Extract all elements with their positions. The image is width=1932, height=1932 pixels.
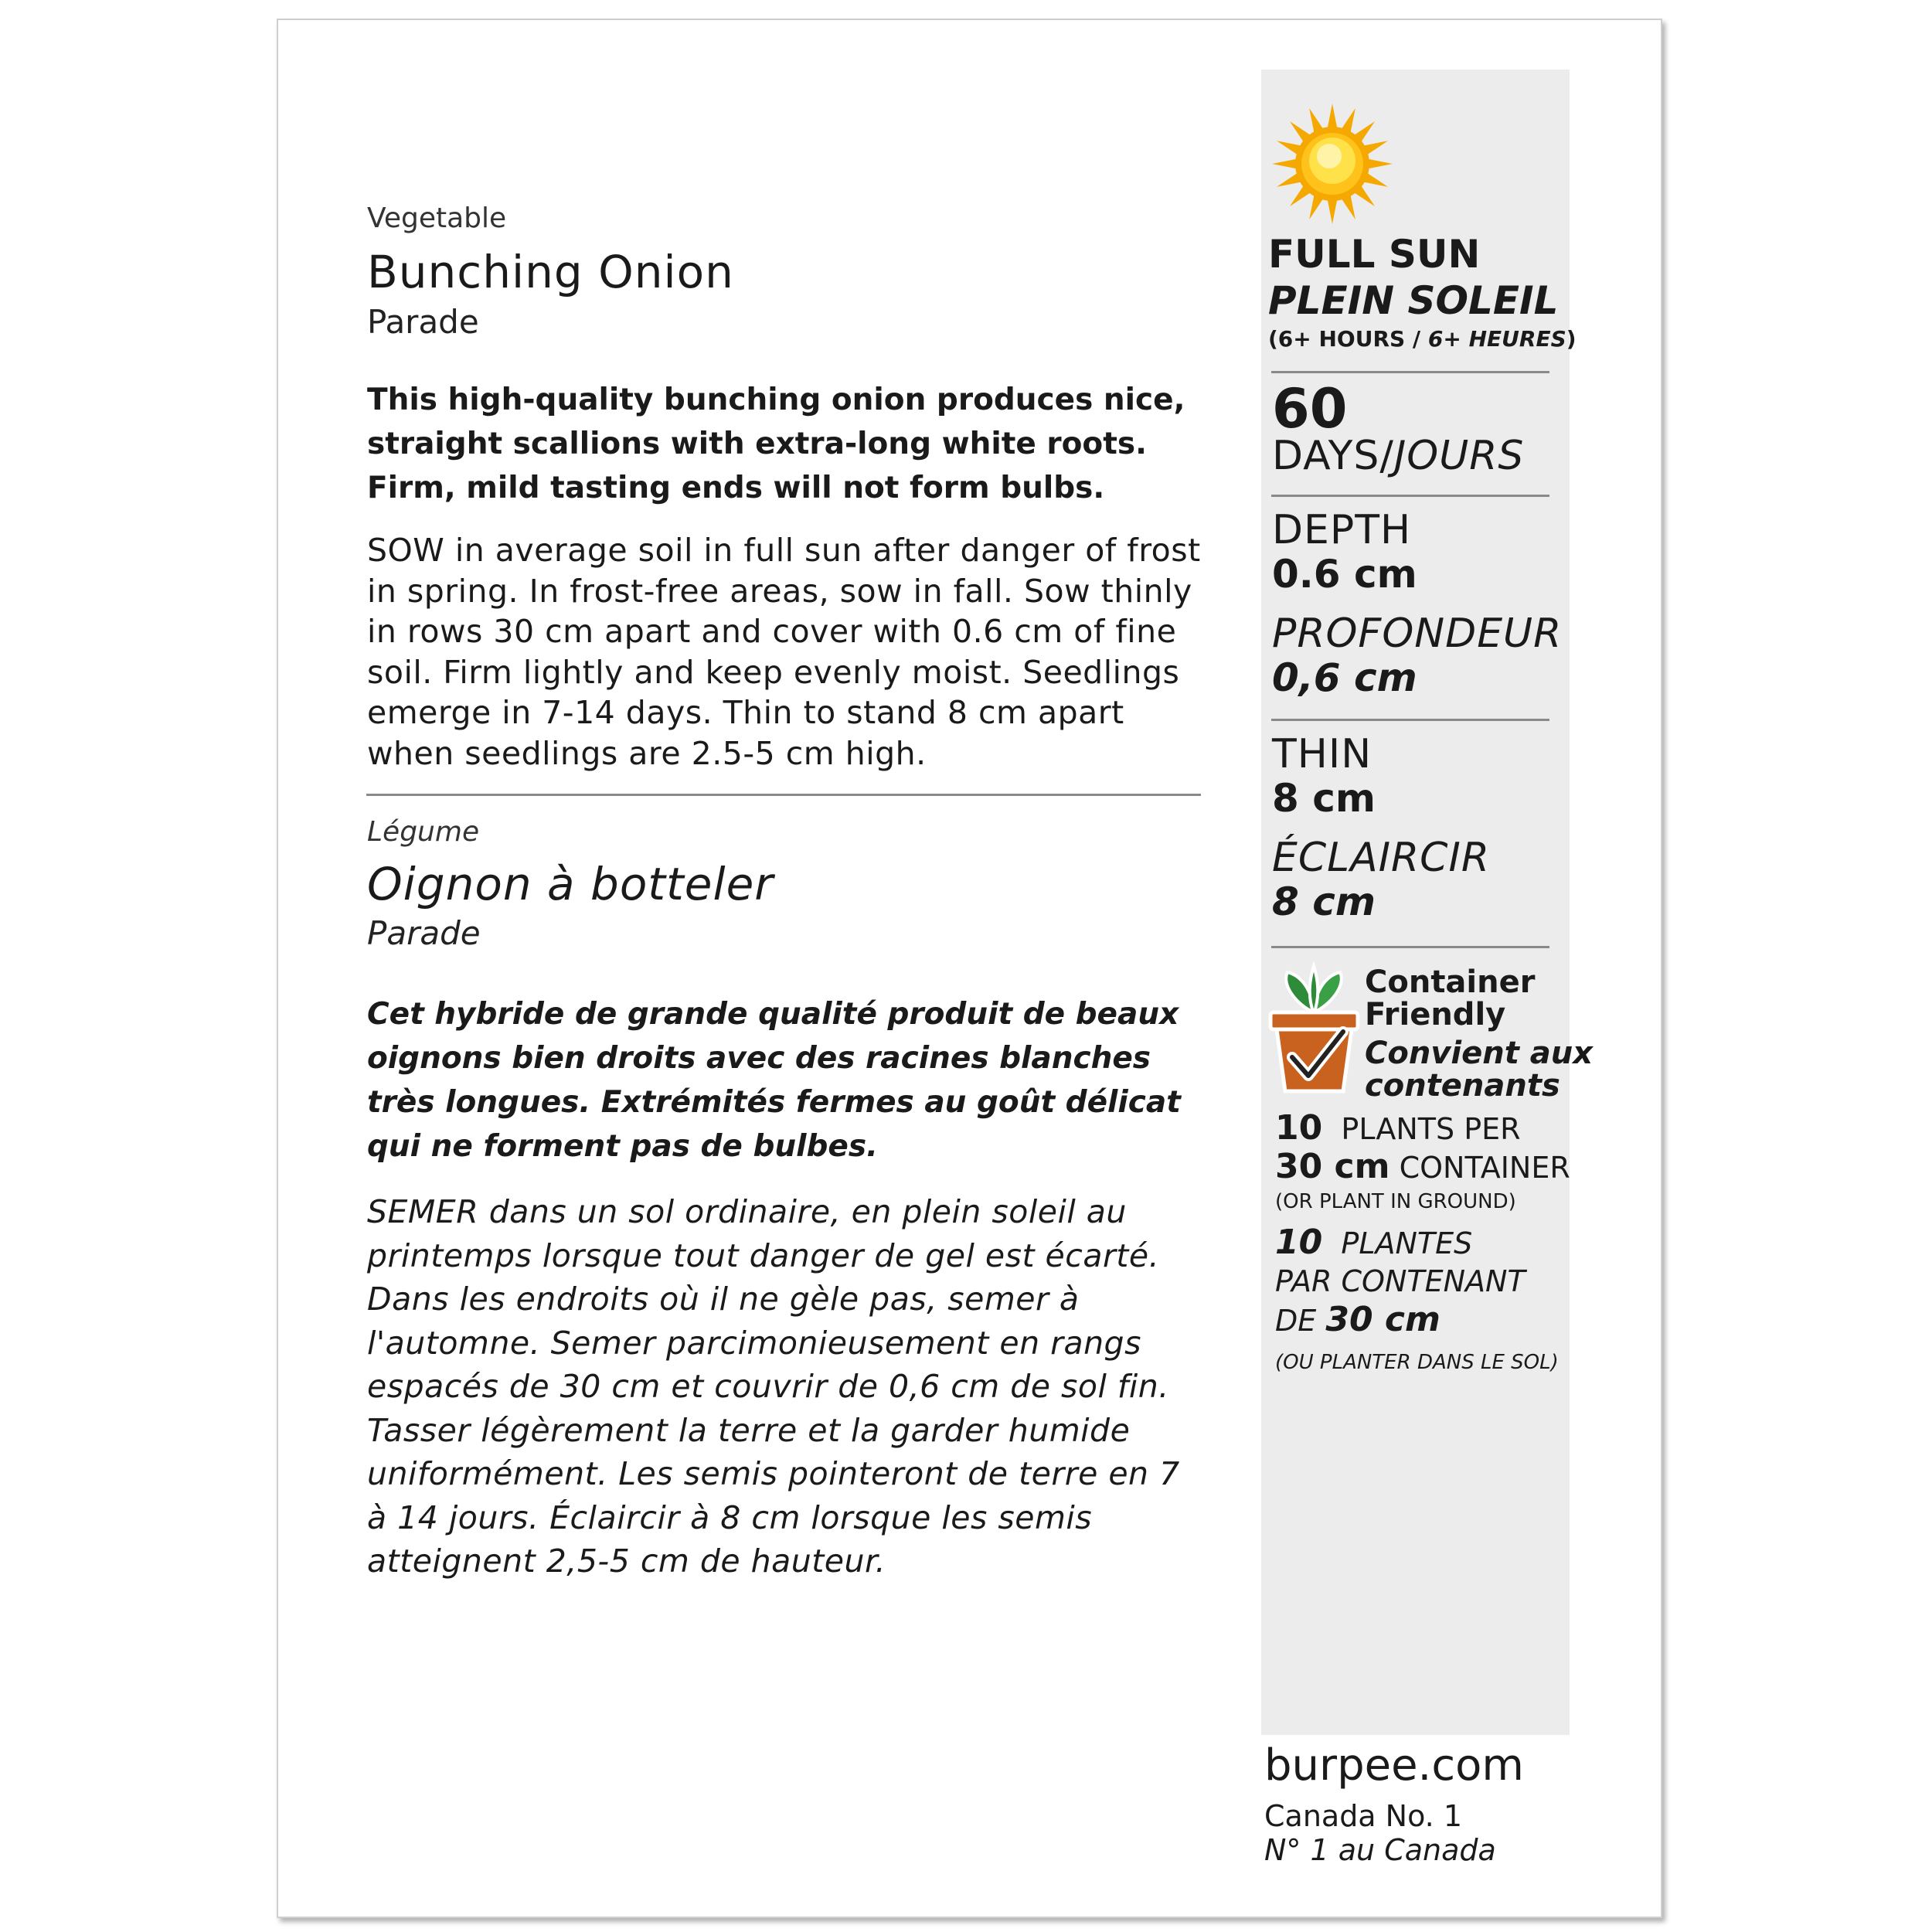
plant-in-ground-note-fr: (OU PLANTER DANS LE SOL)	[1275, 1351, 1559, 1374]
depth-label-en: DEPTH	[1272, 507, 1412, 553]
growing-info-panel	[1261, 70, 1594, 1735]
sidebar-divider	[1271, 946, 1549, 948]
par-contenant-label: PAR CONTENANT	[1275, 1264, 1526, 1298]
container-friendly-en: Container Friendly	[1365, 964, 1536, 1032]
sidebar-divider	[1271, 495, 1549, 497]
plants-per-container-en: 10 PLANTS PER	[1275, 1108, 1521, 1148]
container-size-fr: DE 30 cm	[1275, 1300, 1440, 1339]
container-size-en: 30 cm CONTAINER	[1275, 1147, 1570, 1186]
depth-label-fr: PROFONDEUR	[1272, 611, 1563, 657]
product-name-fr: Oignon à botteler	[367, 858, 774, 910]
category-en: Vegetable	[367, 202, 507, 234]
sowing-instructions-fr: SEMER dans un sol ordinaire, en plein soleil au printemps lorsque tout danger de gel est écarté. Dans les endroits où il ne gèle pas, semer à l'automne. Semer parcimonieusement en rangs espacés de 30 cm et couvrir de 0,6 cm de sol fin. Tasser légèrement la terre et la garder humide uniformément. Les semis pointeront de terre en 7 à 14 jours. Éclaircir à 8 cm lorsque les semis atteignent 2,5-5 cm de hauteur.	[367, 1193, 1180, 1580]
sidebar-divider	[1271, 719, 1549, 721]
description-fr: Cet hybride de grande qualité produit de beaux oignons bien droits avec des racines blanches très longues. Extrémités fermes au goût délicat qui ne forment pas de bulbes.	[367, 997, 1181, 1164]
variety-en: Parade	[367, 303, 479, 341]
container-friendly-fr: Convient aux contenants	[1365, 1036, 1594, 1104]
thin-label-en: THIN	[1272, 731, 1372, 777]
days-to-maturity-value: 60	[1272, 377, 1348, 440]
sowing-instructions-en: SOW in average soil in full sun after danger of frost in spring. In frost-free areas, sow in fall. Sow thinly in rows 30 cm apart and cover with 0.6 cm of fine soil. Firm lightly and keep evenly moist. Seedlings emerge in 7-14 days. Thin to stand 8 cm apart when seedlings are 2.5-5 cm high.	[367, 532, 1201, 772]
depth-value-en: 0.6 cm	[1272, 552, 1417, 597]
thin-value-fr: 8 cm	[1272, 879, 1376, 924]
plants-per-container-fr: 10 PLANTES	[1275, 1223, 1473, 1262]
sun-hours-label: (6+ HOURS / 6+ HEURES)	[1268, 326, 1577, 352]
description-en: This high-quality bunching onion produces nice, straight scallions with extra-long white roots. Firm, mild tasting ends will not form bulbs.	[367, 383, 1185, 505]
section-divider	[366, 794, 1201, 796]
thin-value-en: 8 cm	[1272, 776, 1376, 821]
depth-value-fr: 0,6 cm	[1272, 655, 1417, 700]
canada-grade-fr: N° 1 au Canada	[1264, 1833, 1496, 1867]
thin-label-fr: ÉCLAIRCIR	[1272, 835, 1490, 881]
website-link[interactable]: burpee.com	[1264, 1740, 1524, 1791]
product-name-en: Bunching Onion	[367, 246, 734, 298]
category-fr: Légume	[367, 816, 480, 848]
days-label: DAYS/JOURS	[1272, 433, 1525, 479]
full-sun-label: FULL SUN	[1268, 232, 1481, 277]
plant-in-ground-note-en: (OR PLANT IN GROUND)	[1275, 1190, 1516, 1213]
variety-fr: Parade	[367, 914, 481, 952]
sidebar-divider	[1271, 371, 1549, 373]
plein-soleil-label: PLEIN SOLEIL	[1268, 278, 1559, 323]
sun-icon	[1270, 102, 1394, 226]
potted-plant-check-icon	[1266, 958, 1362, 1097]
canada-grade-en: Canada No. 1	[1264, 1799, 1463, 1833]
